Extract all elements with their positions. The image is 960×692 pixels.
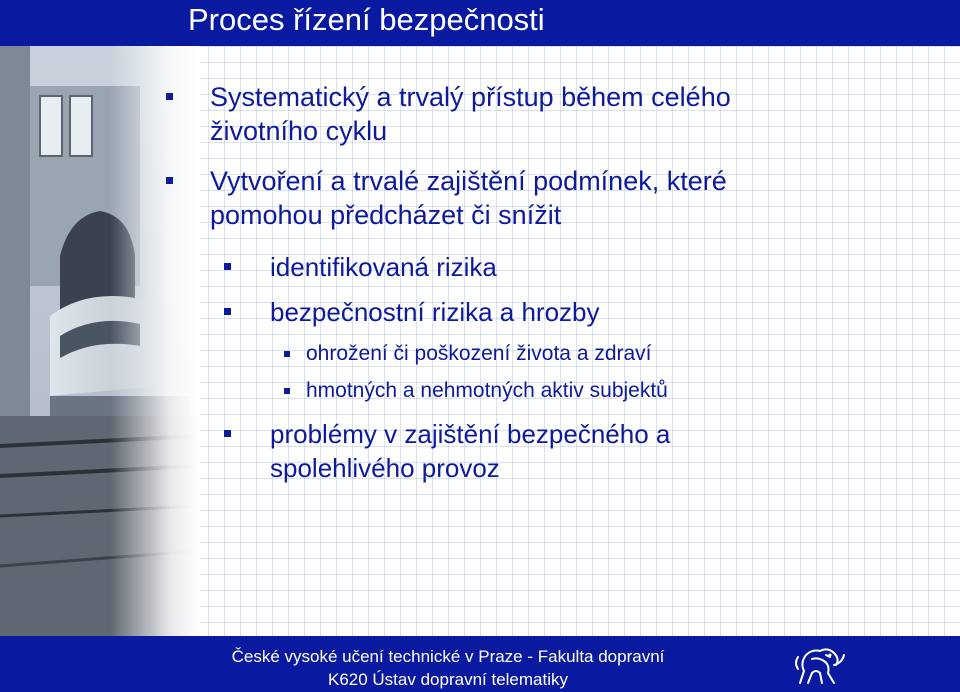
footer-institution: České vysoké učení technické v Praze - Fakulta dopravní xyxy=(231,647,665,666)
bullet-marker-icon xyxy=(166,177,173,184)
sub-bullet-item: bezpečnostní rizika a hrozby xyxy=(270,295,600,329)
bullet-marker-icon xyxy=(224,263,231,270)
bullet-marker-icon xyxy=(166,93,173,100)
bullet-marker-icon xyxy=(224,308,231,315)
bullet-item: Vytvoření a trvalé zajištění podmínek, které pomohou předcházet či snížit xyxy=(210,164,727,232)
sub-bullet-item: identifikovaná rizika xyxy=(270,250,497,284)
page-title: Proces řízení bezpečnosti xyxy=(188,2,545,37)
cvut-lion-logo-icon xyxy=(790,643,850,689)
bullet-marker-icon xyxy=(224,430,231,437)
bullet-item: Systematický a trvalý přístup během celého životního cyklu xyxy=(210,80,731,148)
bullet-marker-icon xyxy=(284,388,290,394)
title-bar xyxy=(0,0,960,46)
sub-bullet-item: problémy v zajištění bezpečného a spolehlivého provoz xyxy=(270,417,670,485)
bullet-marker-icon xyxy=(284,351,290,357)
slide-content xyxy=(0,46,960,636)
sub-sub-bullet-item: hmotných a nehmotných aktiv subjektů xyxy=(306,377,668,405)
footer-department: K620 Ústav dopravní telematiky xyxy=(327,670,568,689)
sub-sub-bullet-item: ohrožení či poškození života a zdraví xyxy=(306,340,652,368)
